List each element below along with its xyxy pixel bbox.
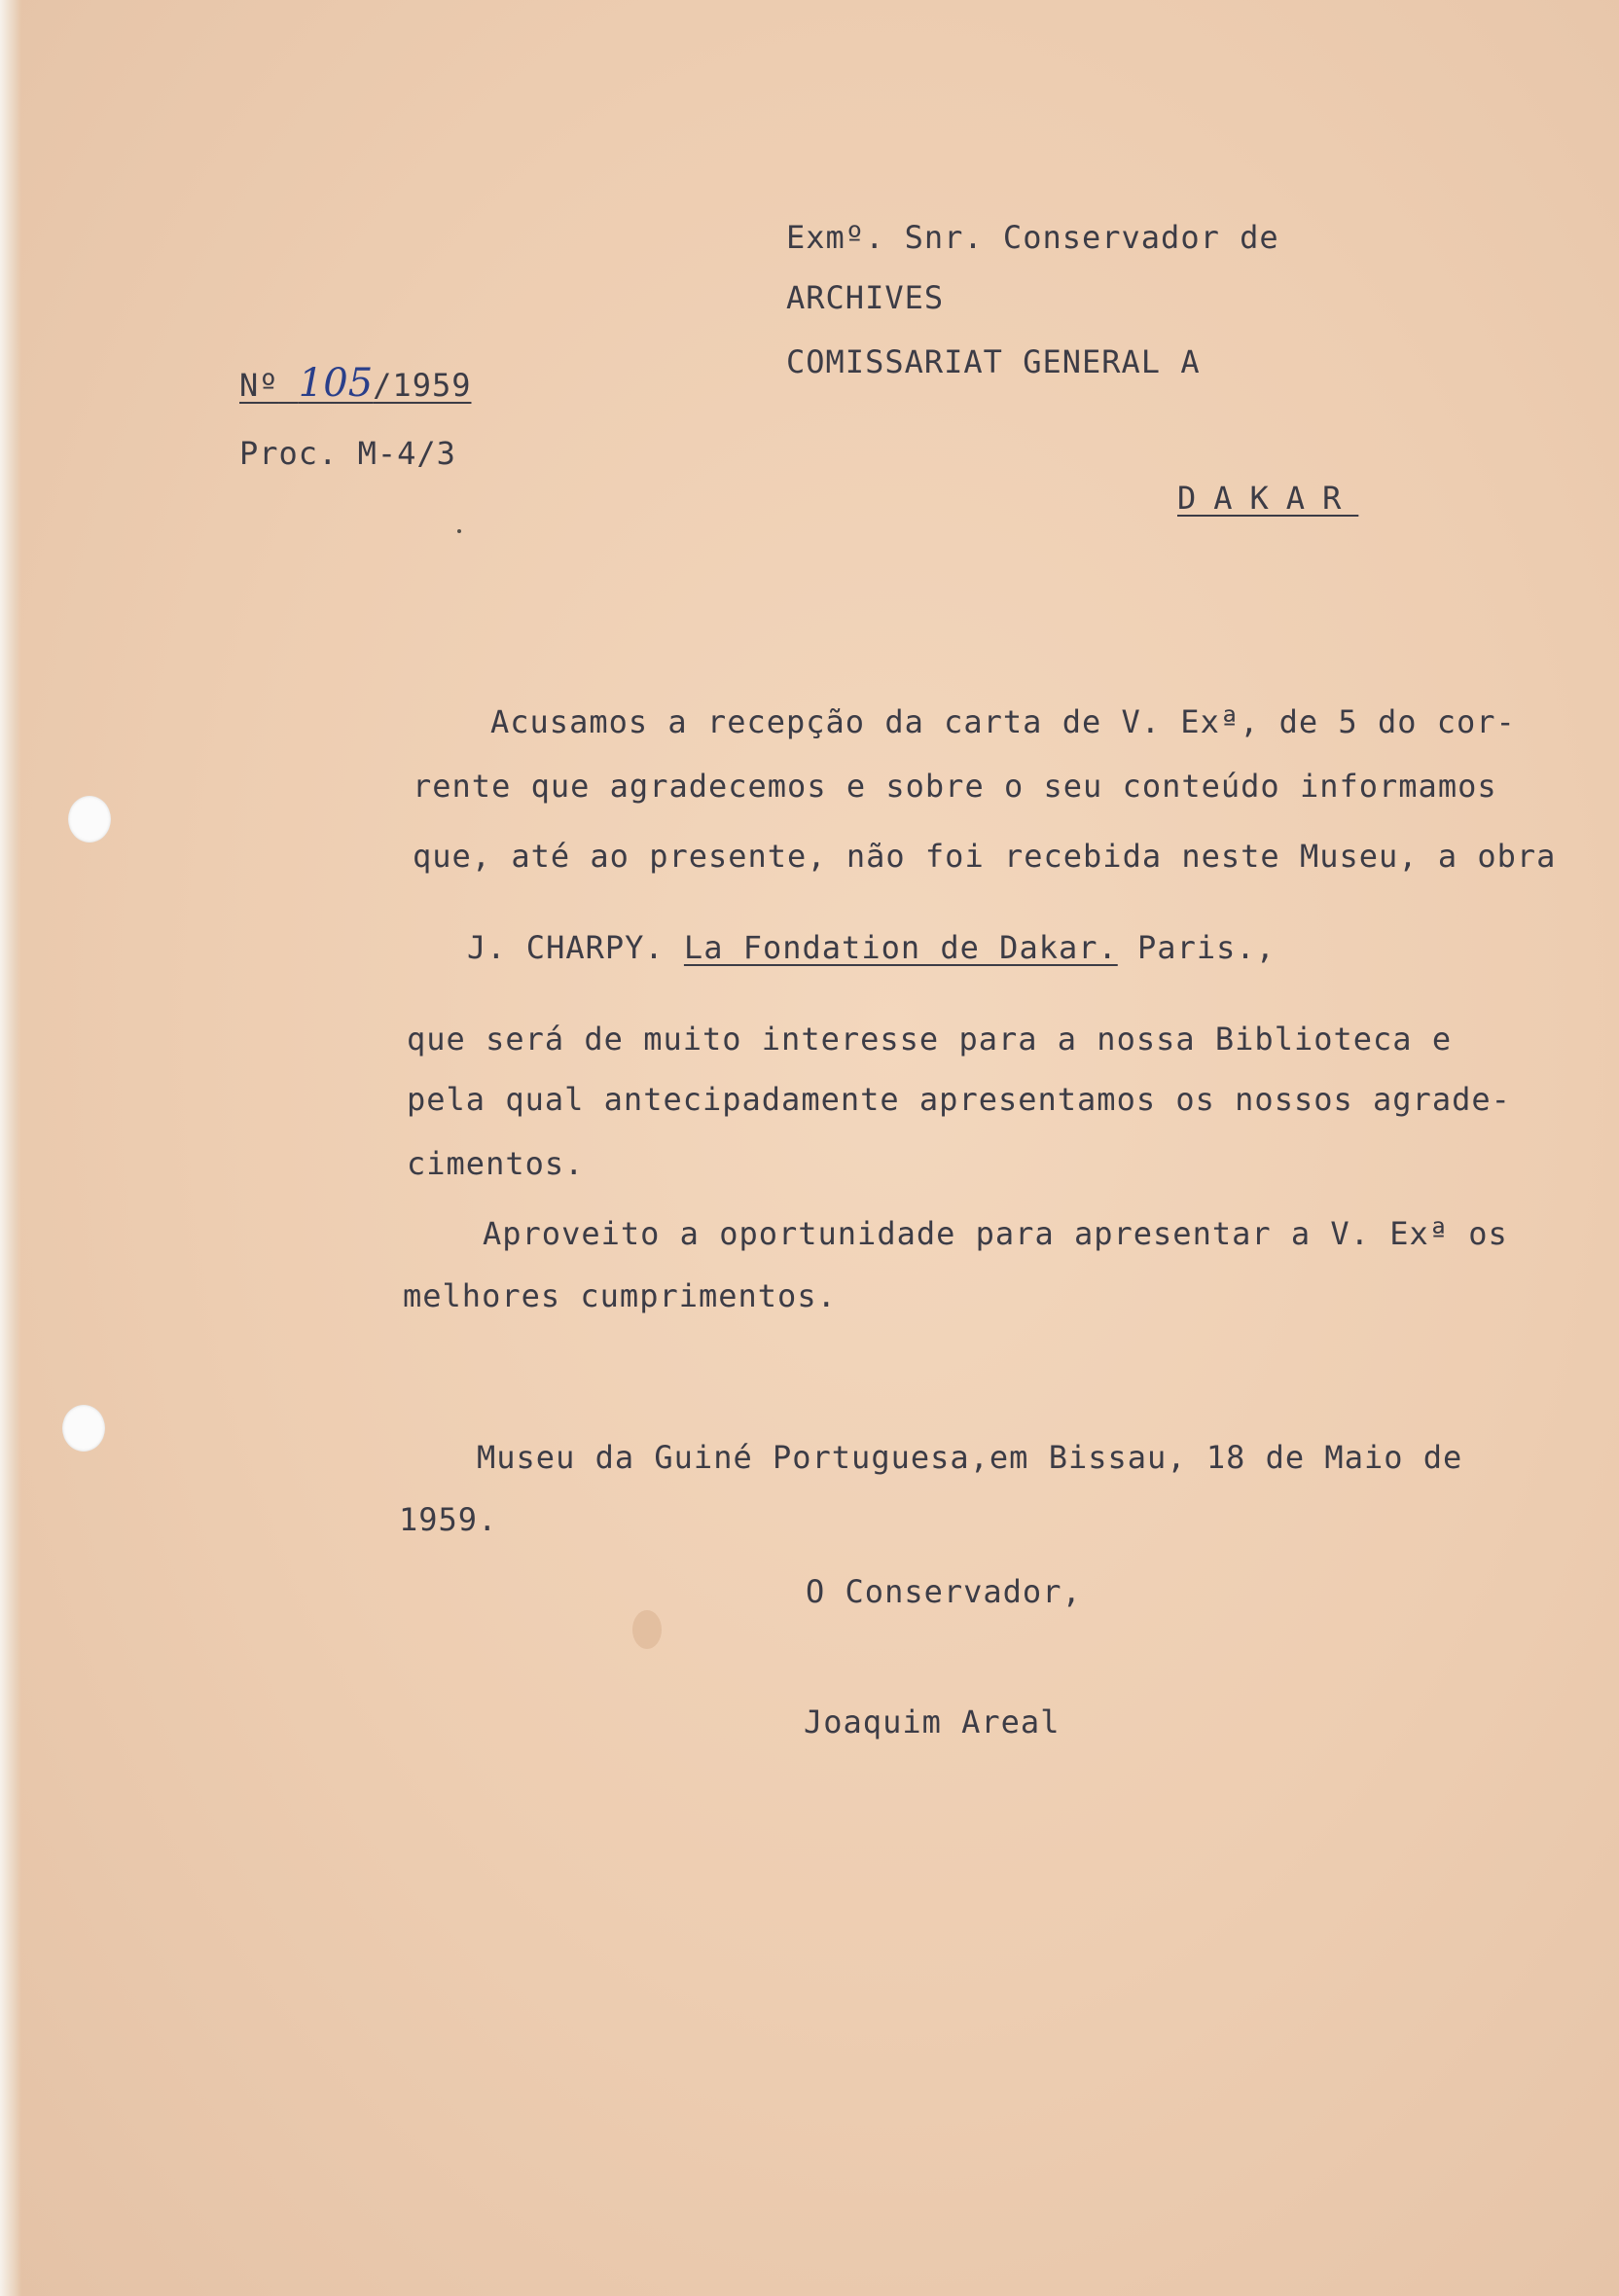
addressee-line-1: Exmº. Snr. Conservador de — [786, 219, 1279, 256]
addressee-line-3: COMISSARIAT GENERAL A — [786, 343, 1201, 380]
reference-prefix: Nº — [239, 367, 279, 404]
signatory-name: Joaquim Areal — [804, 1704, 1061, 1740]
cited-work-place: Paris., — [1137, 929, 1276, 966]
addressee-city: DAKAR — [1177, 480, 1359, 517]
reference-year: /1959 — [373, 367, 472, 404]
reference-handwritten-number: 105 — [298, 361, 374, 406]
paper-edge — [0, 0, 21, 2296]
place-date-line-2: 1959. — [399, 1501, 498, 1538]
body-p3-line-2: melhores cumprimentos. — [403, 1277, 837, 1314]
cited-work-author: J. CHARPY. — [467, 929, 665, 966]
body-p2-line-1: que será de muito interesse para a nossa Biblioteca e — [407, 1021, 1453, 1058]
body-p2-line-3: cimentos. — [407, 1145, 585, 1182]
addressee-line-2: ARCHIVES — [786, 279, 945, 316]
body-p1-line-3: que, até ao presente, não foi recebida neste Museu, a obra — [413, 838, 1557, 875]
paper-stain — [632, 1610, 662, 1649]
body-p3-line-1: Aproveito a oportunidade para apresentar a V. Exª os — [483, 1215, 1508, 1252]
signatory-title: O Conservador, — [806, 1573, 1082, 1610]
reference-number — [239, 361, 472, 406]
ink-speck — [457, 529, 461, 533]
body-p1-line-1: Acusamos a recepção da carta de V. Exª, de 5 do cor- — [490, 703, 1516, 740]
punch-hole-bottom — [62, 1405, 105, 1452]
place-date-line-1: Museu da Guiné Portuguesa,em Bissau, 18 de Maio de — [477, 1439, 1463, 1476]
punch-hole-top — [68, 796, 111, 843]
cited-work-title: La Fondation de Dakar. — [683, 929, 1118, 966]
process-number: Proc. M-4/3 — [239, 435, 456, 472]
cited-work — [467, 930, 1276, 965]
body-p2-line-2: pela qual antecipadamente apresentamos os nossos agrade- — [407, 1081, 1511, 1118]
body-p1-line-2: rente que agradecemos e sobre o seu conteúdo informamos — [413, 768, 1497, 805]
